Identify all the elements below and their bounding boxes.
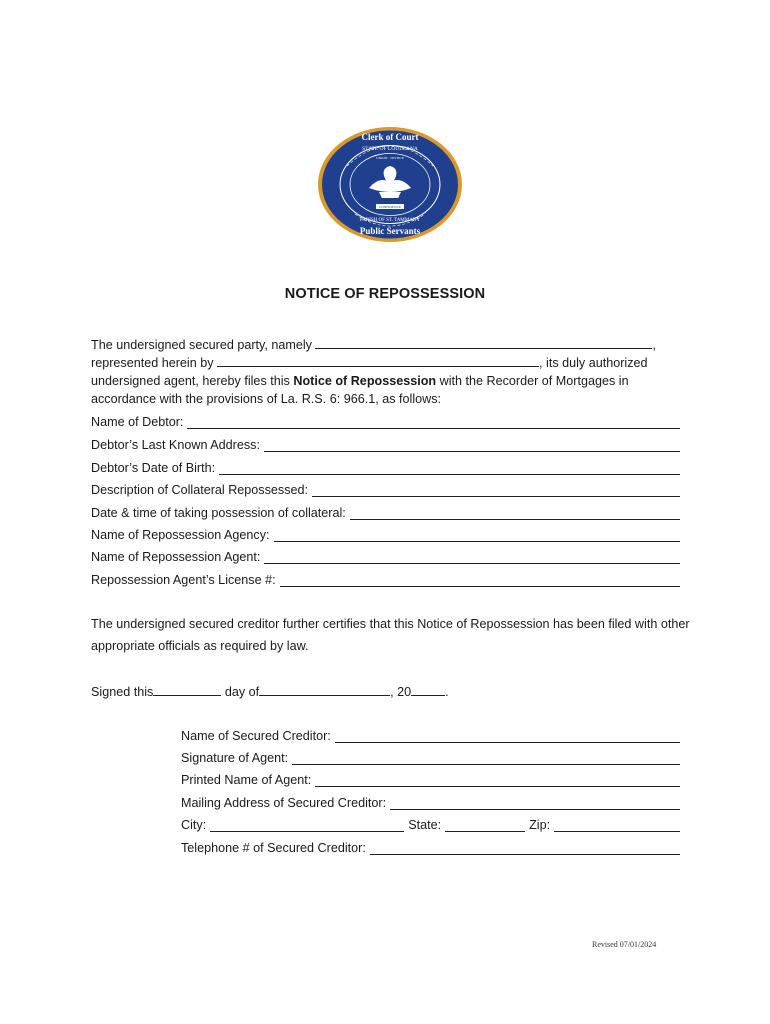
seal-top-text: Clerk of Court <box>361 132 419 142</box>
signed-end-text: . <box>445 685 449 699</box>
mailing-address-label: Mailing Address of Secured Creditor: <box>181 796 387 810</box>
telephone-label: Telephone # of Secured Creditor: <box>181 841 366 855</box>
debtor-name-label: Name of Debtor: <box>91 415 184 429</box>
city-label: City: <box>181 818 207 832</box>
secured-creditor-field[interactable] <box>335 729 680 743</box>
state-label: State: <box>408 818 442 832</box>
seal-inner-top-text: UNION · JUSTICE <box>376 156 404 160</box>
printed-name-row <box>181 769 680 787</box>
intro-paragraph <box>91 336 691 408</box>
repossession-agent-label: Name of Repossession Agent: <box>91 550 261 564</box>
agent-license-field[interactable] <box>280 573 680 587</box>
day-of-text: day of <box>224 685 260 699</box>
signed-month-blank[interactable] <box>259 683 390 696</box>
repossession-agent-field[interactable] <box>264 550 680 564</box>
document-title: NOTICE OF REPOSSESSION <box>284 286 486 302</box>
printed-name-field[interactable] <box>315 773 680 787</box>
intro-line-1 <box>91 336 691 354</box>
seal-bottom-text: Public Servants <box>359 226 421 236</box>
intro-line-3-suffix: with the Recorder of Mortgages in <box>436 374 629 388</box>
intro-line-3-text: undersigned agent, hereby files this <box>91 374 294 388</box>
zip-field[interactable] <box>554 818 680 832</box>
collateral-description-field[interactable] <box>312 483 680 497</box>
intro-line-2 <box>91 354 691 372</box>
agent-signature-field[interactable] <box>292 751 680 765</box>
telephone-field[interactable] <box>370 841 680 855</box>
revised-date: Revised 07/01/2024 <box>592 940 657 949</box>
seal-ring-text: STATE OF LOUISIANA <box>362 146 418 152</box>
debtor-name-field[interactable] <box>187 415 680 429</box>
representative-name-blank[interactable] <box>217 354 539 367</box>
collateral-description-label: Description of Collateral Repossessed: <box>91 483 308 497</box>
certification-paragraph: The undersigned secured creditor further certifies that this Notice of Repossession has been filed with other appropriate officials as required by law. <box>91 617 690 653</box>
signed-this-text: Signed this <box>91 685 154 699</box>
intro-line-2-suffix: , its duly authorized <box>539 356 648 370</box>
intro-line-3 <box>91 372 691 390</box>
repossession-agency-field[interactable] <box>274 528 680 542</box>
intro-line-1-suffix: , <box>652 338 656 352</box>
repossession-agency-label: Name of Repossession Agency: <box>91 528 270 542</box>
secured-party-name-blank[interactable] <box>315 336 652 349</box>
city-state-zip-row <box>181 814 680 832</box>
possession-datetime-field[interactable] <box>350 506 680 520</box>
intro-line-4: accordance with the provisions of La. R.S. 6: 966.1, as follows: <box>91 392 442 406</box>
collateral-description-row <box>91 479 680 497</box>
city-field[interactable] <box>210 818 404 832</box>
signed-year-blank[interactable] <box>411 683 445 696</box>
possession-datetime-label: Date & time of taking possession of collateral: <box>91 506 346 520</box>
debtor-dob-field[interactable] <box>219 461 680 475</box>
agent-signature-row <box>181 747 680 765</box>
debtor-address-label: Debtor’s Last Known Address: <box>91 438 260 452</box>
telephone-row <box>181 837 680 855</box>
signed-day-blank[interactable] <box>153 683 221 696</box>
state-field[interactable] <box>445 818 525 832</box>
signed-date-line <box>91 683 449 699</box>
notice-of-repossession-bold: Notice of Repossession <box>293 374 437 388</box>
seal-inner-bottom-text: CONFIDENCE <box>378 205 402 209</box>
clerk-of-court-seal <box>317 126 463 243</box>
mailing-address-row <box>181 792 680 810</box>
debtor-dob-label: Debtor’s Date of Birth: <box>91 461 216 475</box>
agent-license-label: Repossession Agent’s License #: <box>91 573 276 587</box>
repossession-agency-row <box>91 524 680 542</box>
debtor-name-row <box>91 411 680 429</box>
intro-line-1-text: The undersigned secured party, namely <box>91 338 312 352</box>
possession-datetime-row <box>91 502 680 520</box>
agent-signature-label: Signature of Agent: <box>181 751 289 765</box>
debtor-dob-row <box>91 457 680 475</box>
seal-lower-ring-text: PARISH OF ST. TAMMANY <box>359 218 421 223</box>
agent-license-row <box>91 569 680 587</box>
mailing-address-field[interactable] <box>390 796 680 810</box>
intro-line-2-text: represented herein by <box>91 356 214 370</box>
secured-creditor-row <box>181 725 680 743</box>
debtor-address-row <box>91 434 680 452</box>
zip-label: Zip: <box>529 818 551 832</box>
year-prefix-text: , 20 <box>390 685 412 699</box>
printed-name-label: Printed Name of Agent: <box>181 773 312 787</box>
debtor-address-field[interactable] <box>264 438 680 452</box>
secured-creditor-label: Name of Secured Creditor: <box>181 729 331 743</box>
repossession-agent-row <box>91 546 680 564</box>
